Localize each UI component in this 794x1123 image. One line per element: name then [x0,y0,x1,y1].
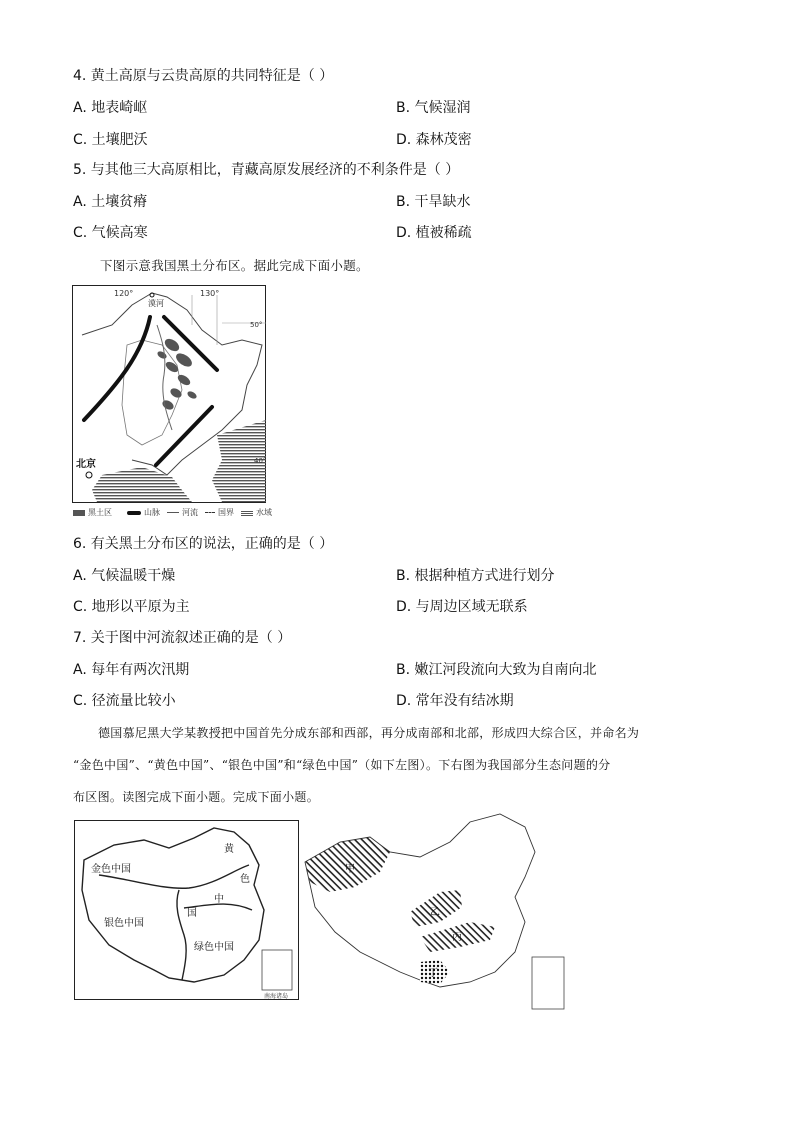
border-swatch [205,512,215,513]
legend-black-soil: 黑土区 [88,508,112,517]
intro-four-regions-line1: 德国慕尼黑大学某教授把中国首先分成东部和西部，再分成南部和北部，形成四大综合区，并命名为 [98,726,640,740]
river-swatch [167,512,179,513]
q6-option-d[interactable]: D. 与周边区域无联系 [396,599,528,615]
q6-option-b[interactable]: B. 根据种植方式进行划分 [396,568,555,584]
q5-option-a[interactable]: A. 土壤贫瘠 [73,194,148,210]
intro-black-soil: 下图示意我国黑土分布区。据此完成下面小题。 [100,258,369,273]
legend-mountain: 山脉 [144,508,160,517]
q5-stem: 5. 与其他三大高原相比，青藏高原发展经济的不利条件是（ ） [73,162,460,178]
q6-stem: 6. 有关黑土分布区的说法，正确的是（ ） [73,536,334,552]
lon-130-label: 130° [200,289,220,298]
water-swatch [241,510,253,516]
beijing-label: 北京 [76,459,96,470]
q7-option-a[interactable]: A. 每年有两次汛期 [73,662,190,678]
q4-option-d[interactable]: D. 森林茂密 [396,132,472,148]
gold-china-label: 金色中国 [91,864,131,875]
black-soil-map [72,285,266,503]
q5-option-c[interactable]: C. 气候高寒 [73,225,148,241]
yellow-char-3: 中 [214,894,224,905]
lat-40-label: 40° [254,457,266,465]
q6-option-c[interactable]: C. 地形以平原为主 [73,599,190,615]
four-regions-map [74,820,299,1000]
yellow-char-4: 国 [187,908,197,919]
label-bing: 丙 [452,932,462,943]
q7-option-b[interactable]: B. 嫩江河段流向大致为自南向北 [396,662,597,678]
intro-four-regions-line2: “金色中国”、“黄色中国”、“银色中国”和“绿色中国”（如下左图）。下右图为我国部分生态问题的分 [73,758,611,772]
q5-option-d[interactable]: D. 植被稀疏 [396,225,472,241]
legend-water: 水域 [256,508,272,517]
map-legend [73,507,272,518]
q7-stem: 7. 关于图中河流叙述正确的是（ ） [73,630,292,646]
intro-four-regions-line3: 布区图。读图完成下面小题。完成下面小题。 [73,790,320,804]
q4-option-b[interactable]: B. 气候湿润 [396,100,471,116]
mohe-label: 漠河 [148,299,164,308]
lon-120-label: 120° [114,289,134,298]
label-jia: 甲 [345,864,355,875]
label-ding: 丁 [428,968,438,979]
black-soil-swatch [73,510,85,516]
q4-option-a[interactable]: A. 地表崎岖 [73,100,148,116]
yellow-char-2: 色 [240,874,250,885]
mountain-swatch [127,511,141,515]
eco-problem-map [300,812,570,1012]
q4-option-c[interactable]: C. 土壤肥沃 [73,132,148,148]
yellow-char-1: 黄 [224,844,234,855]
label-yi: 乙 [430,907,440,918]
inset-box-right [532,957,564,1009]
green-china-label: 绿色中国 [194,942,234,953]
q5-option-b[interactable]: B. 干旱缺水 [396,194,471,210]
legend-border: 国界 [218,508,234,517]
q6-option-a[interactable]: A. 气候温暖干燥 [73,568,176,584]
silver-china-label: 银色中国 [104,918,144,929]
q7-option-d[interactable]: D. 常年没有结冰期 [396,693,514,709]
inset-label: 南海诸岛 [264,993,289,1000]
lat-50-label: 50° [250,321,263,329]
q7-option-c[interactable]: C. 径流量比较小 [73,693,176,709]
legend-river: 河流 [182,508,198,517]
q4-stem: 4. 黄土高原与云贵高原的共同特征是（ ） [73,68,334,84]
